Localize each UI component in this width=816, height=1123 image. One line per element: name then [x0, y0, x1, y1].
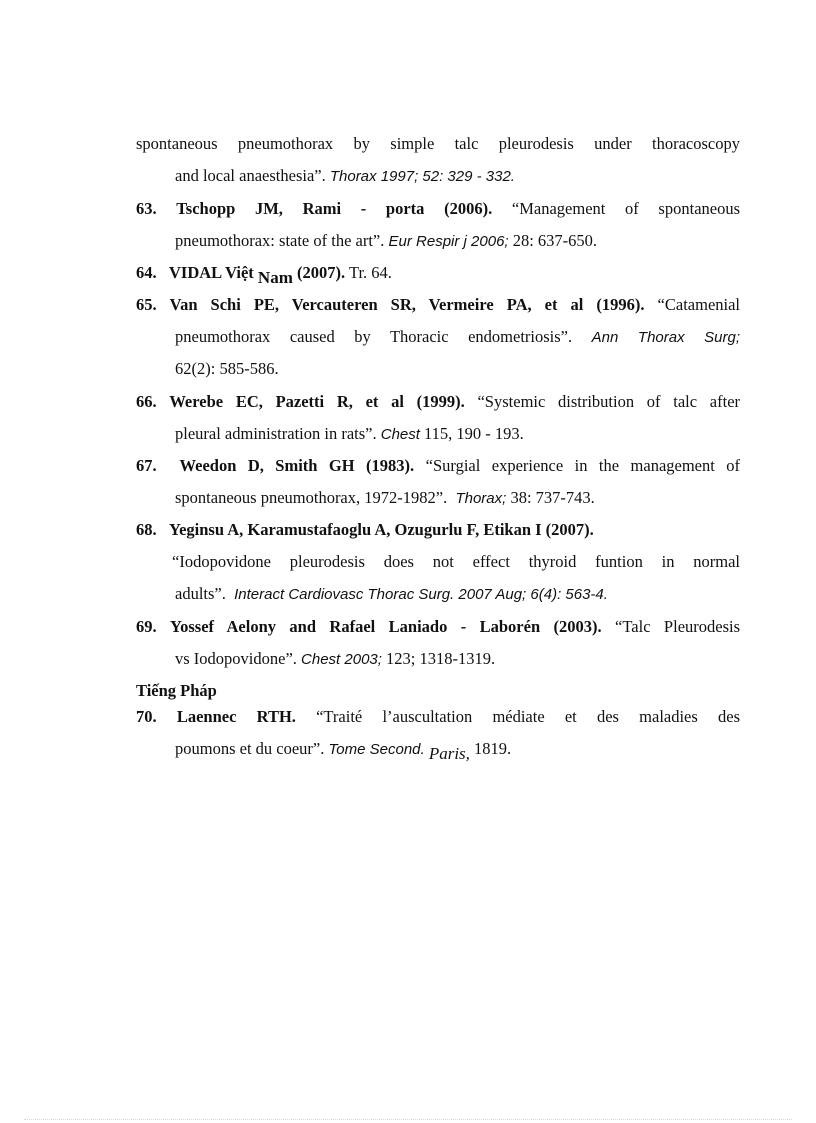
section-heading-french: Tiếng Pháp	[136, 681, 217, 700]
reference-number: 67.	[136, 456, 157, 475]
reference-title: pleural administration in rats”.	[175, 424, 377, 443]
reference-line	[136, 643, 740, 675]
reference-64	[136, 257, 740, 289]
reference-line	[136, 514, 740, 546]
reference-68	[136, 514, 740, 610]
page-bottom-divider	[24, 1119, 792, 1120]
reference-line	[136, 578, 740, 610]
reference-line	[136, 418, 740, 450]
reference-authors: Yossef Aelony and Rafael Laniado - Laborén (2003).	[170, 617, 602, 636]
reference-line	[136, 257, 740, 289]
reference-number: 65.	[136, 295, 157, 314]
reference-line	[136, 733, 740, 765]
journal-citation: Thorax 1997; 52: 329 - 332.	[329, 168, 515, 185]
journal-citation: Interact Cardiovasc Thorac Surg. 2007 Aug; 6(4): 563-4.	[234, 586, 608, 603]
reference-year: 1819.	[474, 739, 512, 758]
reference-number: 69.	[136, 617, 157, 636]
reference-title: “Traité l’auscultation médiate et des maladies des	[316, 707, 740, 726]
reference-title: spontaneous pneumothorax, 1972-1982”.	[175, 488, 448, 507]
reference-65	[136, 289, 740, 385]
reference-line	[136, 289, 740, 321]
reference-authors: Werebe EC, Pazetti R, et al (1999).	[169, 392, 465, 411]
reference-text: and local anaesthesia”.	[175, 166, 326, 185]
reference-line	[136, 482, 740, 514]
reference-number: 63.	[136, 199, 157, 218]
reference-line	[136, 193, 740, 225]
reference-number: 68.	[136, 520, 157, 539]
reference-70	[136, 701, 740, 765]
reference-title: “Surgial experience in the management of	[425, 456, 741, 475]
reference-pages: 38: 737-743.	[510, 488, 595, 507]
reference-pages: Tr. 64.	[348, 263, 392, 282]
reference-title: vs Iodopovidone”.	[175, 649, 297, 668]
reference-number: 66.	[136, 392, 157, 411]
journal-citation: Eur Respir j 2006;	[388, 233, 509, 250]
reference-number: 70.	[136, 707, 157, 726]
reference-63	[136, 193, 740, 257]
reference-62-continued	[136, 128, 740, 192]
reference-line: spontaneous pneumothorax by simple talc pleurodesis under thoracoscopy	[136, 134, 740, 153]
reference-authors: Yeginsu A, Karamustafaoglu A, Ozugurlu F, Etikan I (2007).	[169, 520, 594, 539]
reference-line	[136, 701, 740, 733]
reference-line	[136, 160, 740, 192]
publication-place: Paris,	[428, 744, 470, 763]
reference-pages: 115, 190 - 193.	[424, 424, 524, 443]
reference-title: poumons et du coeur”.	[175, 739, 325, 758]
reference-title: “Catamenial	[657, 295, 741, 314]
reference-authors: VIDAL Việt	[169, 263, 254, 282]
reference-year: (2007).	[297, 263, 346, 282]
reference-pages: 28: 637-650.	[512, 231, 598, 250]
journal-citation: Chest	[380, 426, 420, 443]
journal-citation: Ann Thorax Surg;	[591, 329, 741, 346]
journal-citation: Tome Second.	[328, 741, 425, 758]
reference-line	[136, 450, 740, 482]
reference-title: pneumothorax: state of the art”.	[175, 231, 385, 250]
reference-line	[136, 386, 740, 418]
reference-title: adults”.	[175, 584, 226, 603]
journal-citation: Chest 2003;	[301, 651, 382, 668]
journal-citation: Thorax;	[455, 490, 507, 507]
reference-67	[136, 450, 740, 514]
reference-line	[136, 225, 740, 257]
reference-line	[136, 321, 740, 353]
reference-pages: 123; 1318-1319.	[386, 649, 496, 668]
reference-line	[136, 611, 740, 643]
reference-authors: Nam	[257, 268, 293, 287]
reference-title: “Management of spontaneous	[511, 199, 741, 218]
reference-authors: Weedon D, Smith GH (1983).	[179, 456, 415, 475]
reference-title: “Talc Pleurodesis	[615, 617, 741, 636]
reference-69	[136, 611, 740, 675]
reference-title: “Systemic distribution of talc after	[477, 392, 741, 411]
reference-line: “Iodopovidone pleurodesis does not effect thyroid funtion in normal	[172, 552, 740, 571]
reference-authors: Tschopp JM, Rami - porta (2006).	[176, 199, 493, 218]
reference-line: 62(2): 585-586.	[175, 359, 279, 378]
reference-authors: Laennec RTH.	[176, 707, 296, 726]
reference-title: pneumothorax caused by Thoracic endometriosis”.	[175, 327, 573, 346]
reference-66	[136, 386, 740, 450]
reference-authors: Van Schi PE, Vercauteren SR, Vermeire PA, et al (1996).	[169, 295, 645, 314]
reference-number: 64.	[136, 263, 157, 282]
